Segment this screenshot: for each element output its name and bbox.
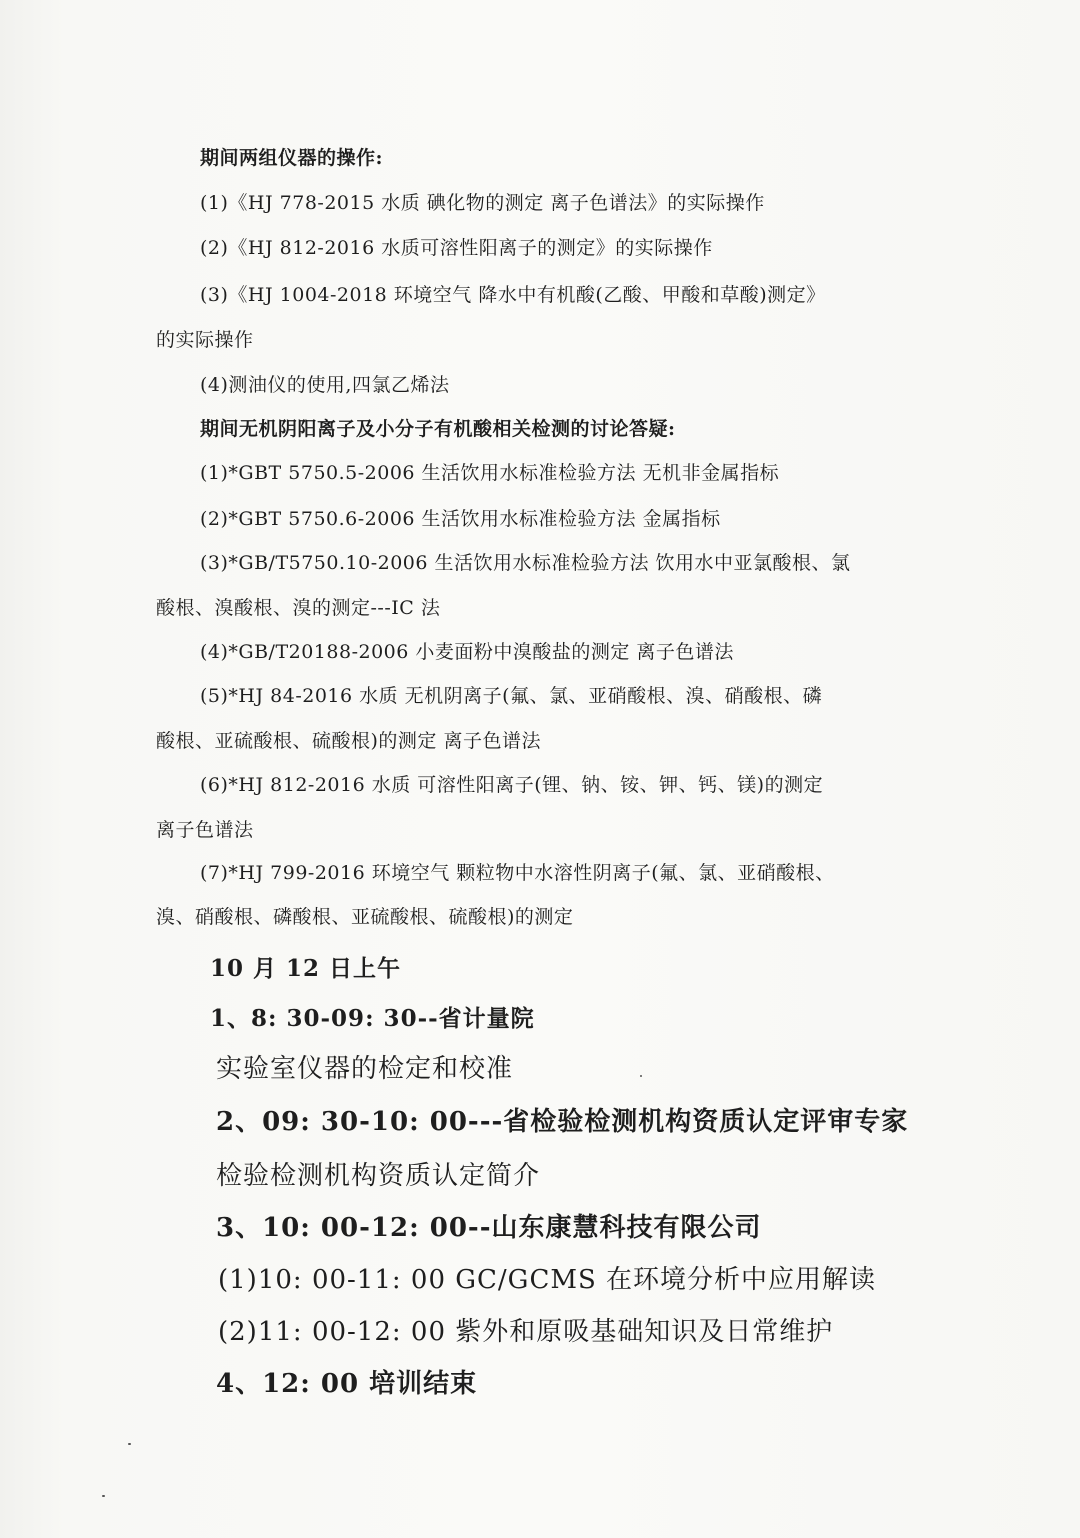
schedule-item-2-title: 2、09: 30-10: 00---省检验检测机构资质认定评审专家 <box>216 1107 909 1137</box>
scan-speck <box>640 1075 642 1077</box>
section2-item-4: (4)*GB/T20188-2006 小麦面粉中溴酸盐的测定 离子色谱法 <box>200 641 734 663</box>
section1-heading: 期间两组仪器的操作: <box>200 147 384 169</box>
schedule-item-3-title: 3、10: 00-12: 00--山东康慧科技有限公司 <box>216 1213 762 1243</box>
section1-item-4: (4)测油仪的使用,四氯乙烯法 <box>200 374 450 396</box>
schedule-item-3-sub-1: (1)10: 00-11: 00 GC/GCMS 在环境分析中应用解读 <box>218 1265 877 1295</box>
section2-item-2: (2)*GBT 5750.6-2006 生活饮用水标准检验方法 金属指标 <box>200 508 721 530</box>
schedule-item-2-desc: 检验检测机构资质认定简介 <box>216 1161 541 1191</box>
scan-speck <box>128 1443 131 1445</box>
scan-speck <box>102 1495 105 1497</box>
section2-item-5-cont: 酸根、亚硫酸根、硫酸根)的测定 离子色谱法 <box>156 730 541 752</box>
section2-item-7-cont: 溴、硝酸根、磷酸根、亚硫酸根、硫酸根)的测定 <box>156 906 574 928</box>
section1-item-1: (1)《HJ 778-2015 水质 碘化物的测定 离子色谱法》的实际操作 <box>200 192 765 214</box>
section2-item-1: (1)*GBT 5750.5-2006 生活饮用水标准检验方法 无机非金属指标 <box>200 462 780 484</box>
section2-item-7: (7)*HJ 799-2016 环境空气 颗粒物中水溶性阴离子(氟、氯、亚硝酸根、 <box>200 862 835 884</box>
section2-item-3-cont: 酸根、溴酸根、溴的测定---IC 法 <box>156 597 441 619</box>
schedule-item-1-title: 1、8: 30-09: 30--省计量院 <box>210 1005 535 1032</box>
section2-item-6-cont: 离子色谱法 <box>156 819 254 841</box>
section1-item-3: (3)《HJ 1004-2018 环境空气 降水中有机酸(乙酸、甲酸和草酸)测定》 <box>200 284 826 306</box>
section2-heading: 期间无机阴阳离子及小分子有机酸相关检测的讨论答疑: <box>200 418 676 440</box>
section2-item-3: (3)*GB/T5750.10-2006 生活饮用水标准检验方法 饮用水中亚氯酸根、氯 <box>200 552 851 574</box>
section1-item-3-cont: 的实际操作 <box>156 329 254 351</box>
section2-item-5: (5)*HJ 84-2016 水质 无机阴离子(氟、氯、亚硝酸根、溴、硝酸根、磷 <box>200 685 823 707</box>
schedule-item-3-sub-2: (2)11: 00-12: 00 紫外和原吸基础知识及日常维护 <box>218 1317 834 1347</box>
schedule-item-4-title: 4、12: 00 培训结束 <box>216 1369 478 1399</box>
schedule-date: 10 月 12 日上午 <box>210 955 402 982</box>
section2-item-6: (6)*HJ 812-2016 水质 可溶性阳离子(锂、钠、铵、钾、钙、镁)的测定 <box>200 774 824 796</box>
section1-item-2: (2)《HJ 812-2016 水质可溶性阳离子的测定》的实际操作 <box>200 237 713 259</box>
schedule-item-1-desc: 实验室仪器的检定和校准 <box>216 1054 514 1084</box>
